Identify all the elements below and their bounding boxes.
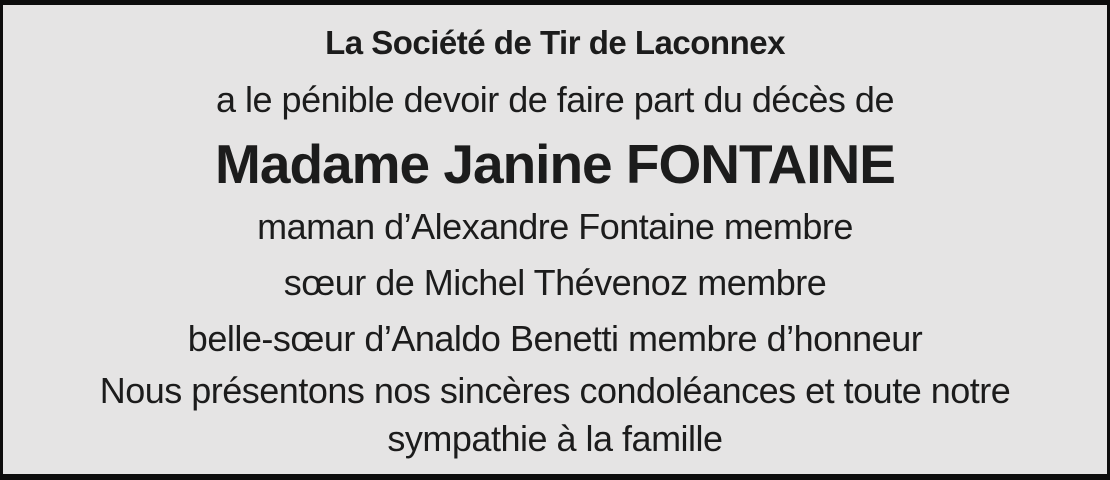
condolence-message: Nous présentons nos sincères condoléances et toute notre sympathie à la famille [99, 370, 1011, 459]
deceased-name: Madame Janine FONTAINE [215, 133, 895, 195]
relation-line-sister: sœur de Michel Thévenoz membre [283, 262, 827, 303]
relation-line-sister-in-law: belle-sœur d’Analdo Benetti membre d’honneur [187, 318, 923, 359]
announcement-intro: a le pénible devoir de faire part du décès de [216, 79, 894, 120]
relation-line-mother: maman d’Alexandre Fontaine membre [257, 206, 853, 247]
organization-name: La Société de Tir de Laconnex [325, 24, 785, 61]
